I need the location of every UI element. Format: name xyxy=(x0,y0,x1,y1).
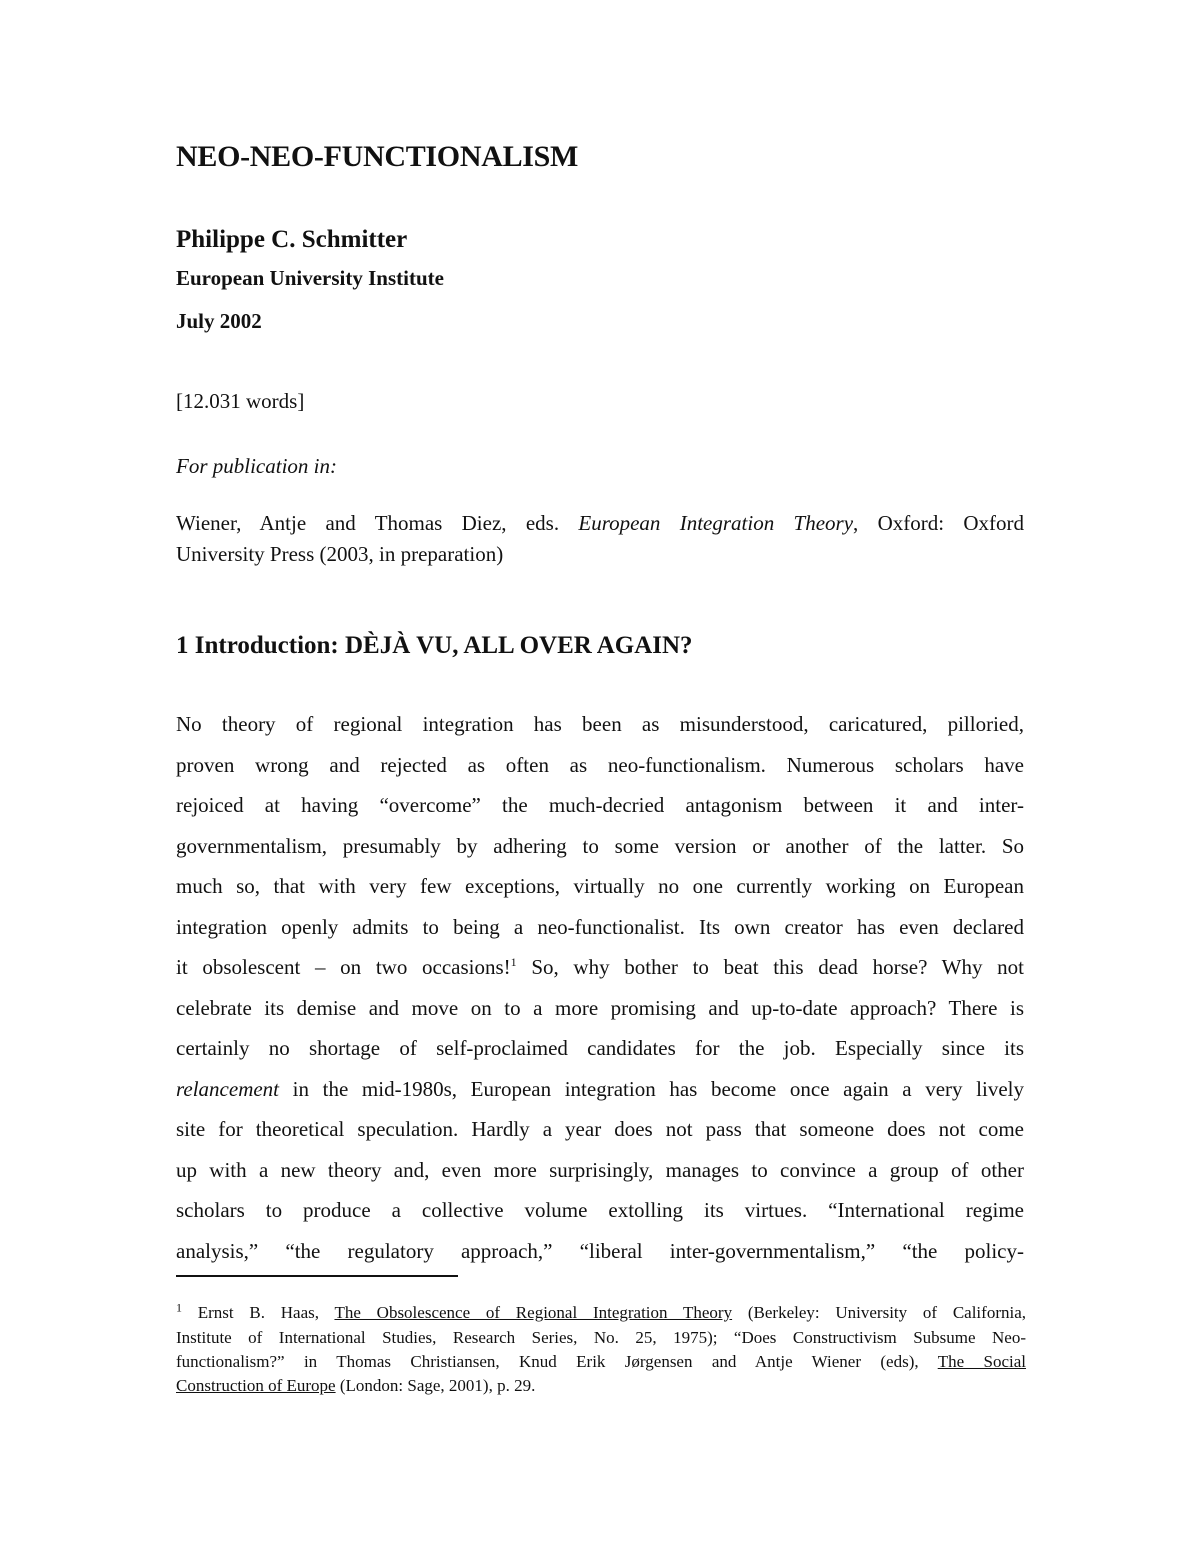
footnote-reference[interactable]: 1 xyxy=(510,955,517,969)
body-line: analysis,” “the regulatory approach,” “liberal inter-governmentalism,” “the policy- xyxy=(176,1239,1024,1263)
footnote-line xyxy=(176,1351,1026,1373)
footnote-text: functionalism?” in Thomas Christiansen, Knud Erik Jørgensen and Antje Wiener (eds), xyxy=(176,1352,938,1371)
italic-term: relancement xyxy=(176,1077,280,1101)
word-count: [12.031 words] xyxy=(176,389,305,413)
body-text: in the mid-1980s, European integration has become once again a very lively xyxy=(279,1077,1024,1101)
body-line: up with a new theory and, even more surprisingly, manages to convince a group of other xyxy=(176,1158,1024,1182)
footnote-line: Institute of International Studies, Research Series, No. 25, 1975); “Does Constructivism Subsume Neo- xyxy=(176,1328,1026,1347)
footnote-separator xyxy=(176,1275,458,1277)
footnote-text: (Berkeley: University of California, xyxy=(732,1303,1026,1322)
body-line: celebrate its demise and move on to a more promising and up-to-date approach? There is xyxy=(176,996,1024,1020)
section-heading: 1 Introduction: DÈJÀ VU, ALL OVER AGAIN? xyxy=(176,632,693,659)
body-line: integration openly admits to being a neo-functionalist. Its own creator has even declared xyxy=(176,915,1024,939)
footnote-book-title: The Obsolescence of Regional Integration Theory xyxy=(334,1303,733,1322)
paper-title: NEO-NEO-FUNCTIONALISM xyxy=(176,140,579,173)
citation-book-title: European Integration Theory xyxy=(578,511,854,535)
body-text: So, why bother to beat this dead horse? Why not xyxy=(516,955,1025,979)
footnote-number: 1 xyxy=(176,1300,182,1315)
body-line: scholars to produce a collective volume extolling its virtues. “International regime xyxy=(176,1198,1024,1222)
publication-citation xyxy=(176,508,1024,570)
publication-note: For publication in: xyxy=(176,454,337,478)
body-line: much so, that with very few exceptions, virtually no one currently working on European xyxy=(176,874,1024,898)
body-line: proven wrong and rejected as often as neo-functionalism. Numerous scholars have xyxy=(176,753,1024,777)
body-line: site for theoretical speculation. Hardly a year does not pass that someone does not come xyxy=(176,1117,1024,1141)
body-line xyxy=(176,954,1024,980)
body-line: certainly no shortage of self-proclaimed candidates for the job. Especially since its xyxy=(176,1036,1024,1060)
citation-authors: Wiener, Antje and Thomas Diez, eds. xyxy=(176,511,579,535)
citation-line-2: University Press (2003, in preparation) xyxy=(176,542,504,566)
author-institution: European University Institute xyxy=(176,266,444,290)
body-line xyxy=(176,1076,1024,1102)
body-line: No theory of regional integration has been as misunderstood, caricatured, pilloried, xyxy=(176,712,1024,736)
footnote-line xyxy=(176,1302,1026,1324)
paper-date: July 2002 xyxy=(176,309,262,333)
body-line: governmentalism, presumably by adhering to some version or another of the latter. So xyxy=(176,834,1024,858)
footnote-text: Ernst B. Haas, xyxy=(182,1303,335,1322)
footnote-text: (London: Sage, 2001), p. 29. xyxy=(335,1376,536,1395)
footnote-line xyxy=(176,1375,1026,1397)
footnote-book-title: The Social xyxy=(937,1352,1027,1371)
body-text: it obsolescent – on two occasions! xyxy=(176,955,511,979)
author-name: Philippe C. Schmitter xyxy=(176,226,408,253)
citation-publisher: , Oxford: Oxford xyxy=(853,511,1025,535)
footnote-book-title: Construction of Europe xyxy=(176,1376,336,1395)
body-line: rejoiced at having “overcome” the much-decried antagonism between it and inter- xyxy=(176,793,1024,817)
citation-line-1 xyxy=(176,508,1024,539)
